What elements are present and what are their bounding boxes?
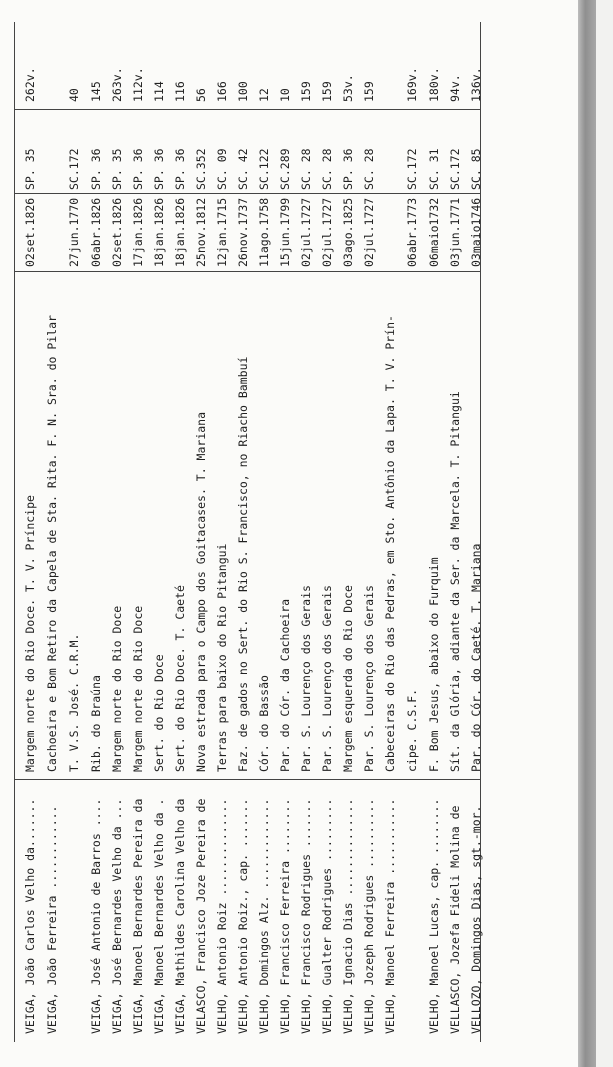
archive-reference: SP. 36 <box>89 148 103 190</box>
grant-date: 26nov.1737 <box>236 197 250 267</box>
folio-page: 180v. <box>427 67 441 102</box>
grantee-name: VELHO, Francisco Rodrigues ....... <box>299 798 313 1034</box>
table-row <box>254 22 275 1042</box>
folio-page: 112v. <box>131 67 145 102</box>
grantee-name: VELHO, Antonio Roiz .............. <box>215 798 229 1034</box>
location-text: Faz. de gados no Sert. do Rio S. Francisco, no Riacho Bambuí <box>236 356 250 772</box>
grantee-name: VELHO, Francisco Ferreira ........ <box>278 798 292 1034</box>
location-text: Margem norte do Rio Doce <box>131 605 145 772</box>
top-rule <box>14 22 15 1042</box>
archive-reference: SC. 28 <box>362 148 376 190</box>
archive-reference: SC. 31 <box>427 148 441 190</box>
grantee-name: VELHO, Manoel Ferreira ........... <box>383 798 397 1034</box>
archive-reference: SC.172 <box>448 148 462 190</box>
table-row <box>296 22 317 1042</box>
grantee-name: VEIGA, Manoel Bernardes Velho da . <box>152 798 166 1034</box>
location-text: Par. do Cór. do Caeté. T. Mariana <box>469 543 483 772</box>
location-text: F. Bom Jesus, abaixo do Furquim <box>427 557 441 772</box>
location-text: Sít. da Glória, adiante da Ser. da Marcela. T. Pitangui <box>448 391 462 772</box>
archive-reference: SP. 35 <box>23 148 37 190</box>
table-row <box>233 22 254 1042</box>
location-text: Cór. do Bassão <box>257 675 271 772</box>
grantee-name: VEIGA, José Bernardes Velho da ... <box>110 798 124 1034</box>
grant-date: 18jan.1826 <box>152 197 166 267</box>
location-text: Par. S. Lourenço dos Gerais <box>299 585 313 772</box>
location-text: Par. do Cór. da Cachoeira <box>278 598 292 772</box>
page-gutter-shadow <box>578 0 596 1067</box>
grant-date: 12jan.1715 <box>215 197 229 267</box>
archive-reference: SP. 35 <box>110 148 124 190</box>
grantee-name: VELASCO, Francisco Joze Pereira de <box>194 798 208 1034</box>
folio-page: 53v. <box>341 74 355 102</box>
archive-reference: SP. 36 <box>152 148 166 190</box>
table-row <box>402 22 423 1042</box>
table-row <box>42 22 63 1042</box>
grantee-name: VELHO, Domingos Alz. ............. <box>257 798 271 1034</box>
archive-reference: SP. 36 <box>173 148 187 190</box>
archive-reference: SC.352 <box>194 148 208 190</box>
archive-reference: SC. 42 <box>236 148 250 190</box>
location-text: Rib. do Braúna <box>89 675 103 772</box>
folio-page: 116 <box>173 81 187 102</box>
grant-date: 06maio1732 <box>427 197 441 267</box>
table-row <box>338 22 359 1042</box>
folio-page: 166 <box>215 81 229 102</box>
archive-reference: SC. 28 <box>299 148 313 190</box>
table-row <box>20 22 41 1042</box>
archive-reference: SC. 28 <box>320 148 334 190</box>
location-text: Terras para baixo do Rio Pitangui <box>215 543 229 772</box>
table-row <box>212 22 233 1042</box>
table-row <box>359 22 380 1042</box>
folio-page: 10 <box>278 88 292 102</box>
grant-date: 02jul.1727 <box>320 197 334 267</box>
grant-date: 03ago.1825 <box>341 197 355 267</box>
table-row <box>149 22 170 1042</box>
table-row <box>424 22 445 1042</box>
folio-page: 159 <box>362 81 376 102</box>
folio-page: 12 <box>257 88 271 102</box>
table-row <box>128 22 149 1042</box>
location-text: cipe. C.S.F. <box>405 688 419 772</box>
facing-page-edge <box>596 0 613 1067</box>
table-row <box>317 22 338 1042</box>
table-row <box>380 22 401 1042</box>
location-text: Sert. do Rio Doce <box>152 654 166 772</box>
grant-date: 03jun.1771 <box>448 197 462 267</box>
grantee-name: VEIGA, José Antonio de Barros .... <box>89 798 103 1034</box>
archive-reference: SP. 36 <box>341 148 355 190</box>
table-row <box>170 22 191 1042</box>
folio-page: 40 <box>67 88 81 102</box>
location-text: Par. S. Lourenço dos Gerais <box>362 585 376 772</box>
folio-page: 100 <box>236 81 250 102</box>
grant-date: 27jun.1770 <box>67 197 81 267</box>
table-row <box>275 22 296 1042</box>
location-text: Cabeceiras do Rio das Pedras, em Sto. Antônio da Lapa. T. V. Prín- <box>383 315 397 772</box>
grantee-name: VELHO, Jozeph Rodrigues .......... <box>362 798 376 1034</box>
grant-date: 17jan.1826 <box>131 197 145 267</box>
grantee-name: VEIGA, Mathildes Carolina Velho da <box>173 798 187 1034</box>
grantee-name: VEIGA, João Carlos Velho da....... <box>23 798 37 1034</box>
folio-page: 114 <box>152 81 166 102</box>
folio-page: 56 <box>194 88 208 102</box>
grant-date: 02jul.1727 <box>299 197 313 267</box>
archive-reference: SC. 09 <box>215 148 229 190</box>
table-row <box>64 22 85 1042</box>
archive-reference: SC.172 <box>67 148 81 190</box>
location-text: Par. S. Lourenço dos Gerais <box>320 585 334 772</box>
location-text: Margem esquerda do Rio Doce <box>341 585 355 772</box>
grant-date: 18jan.1826 <box>173 197 187 267</box>
folio-page: 262v. <box>23 67 37 102</box>
grant-date: 15jun.1799 <box>278 197 292 267</box>
grant-date: 03maio1746 <box>469 197 483 267</box>
archive-reference: SC. 85 <box>469 148 483 190</box>
folio-page: 136v. <box>469 67 483 102</box>
folio-page: 94v. <box>448 74 462 102</box>
grant-date: 25nov.1812 <box>194 197 208 267</box>
location-text: Sert. do Rio Doce. T. Caeté <box>173 585 187 772</box>
folio-page: 145 <box>89 81 103 102</box>
grantee-name: VELHO, Ignacio Dias .............. <box>341 798 355 1034</box>
folio-page: 169v. <box>405 67 419 102</box>
folio-page: 159 <box>299 81 313 102</box>
grant-date: 02set.1826 <box>110 197 124 267</box>
document-page <box>8 22 488 1042</box>
grantee-name: VELLOZO, Domingos Dias, sgt.-mor. <box>469 805 483 1034</box>
archive-reference: SC.122 <box>257 148 271 190</box>
grant-date: 06abr.1773 <box>405 197 419 267</box>
grantee-name: VELHO, Gualter Rodrigues ......... <box>320 798 334 1034</box>
location-text: Nova estrada para o Campo dos Goitacases. T. Mariana <box>194 411 208 772</box>
location-text: Margem norte do Rio Doce <box>110 605 124 772</box>
grantee-name: VEIGA, João Ferreira ............ <box>45 805 59 1034</box>
grantee-name: VEIGA, Manoel Bernardes Pereira da <box>131 798 145 1034</box>
grantee-name: VELLASCO, Jozefa Fideli Molina de <box>448 805 462 1034</box>
grant-date: 06abr.1826 <box>89 197 103 267</box>
location-text: Cachoeira e Bom Retiro da Capela de Sta. Rita. F. N. Sra. do Pilar <box>45 315 59 772</box>
archive-reference: SP. 36 <box>131 148 145 190</box>
folio-page: 159 <box>320 81 334 102</box>
folio-page: 263v. <box>110 67 124 102</box>
archive-reference: SC.172 <box>405 148 419 190</box>
table-row <box>445 22 466 1042</box>
table-row <box>191 22 212 1042</box>
table-row <box>86 22 107 1042</box>
grant-date: 02jul.1727 <box>362 197 376 267</box>
grant-date: 02set.1826 <box>23 197 37 267</box>
grantee-name: VELHO, Manoel Lucas, cap. ........ <box>427 798 441 1034</box>
table-row <box>107 22 128 1042</box>
grantee-name: VELHO, Antonio Roiz., cap. ....... <box>236 798 250 1034</box>
grant-date: 11ago.1758 <box>257 197 271 267</box>
location-text: Margem norte do Rio Doce. T. V. Príncipe <box>23 495 37 772</box>
archive-reference: SC.289 <box>278 148 292 190</box>
table-row <box>466 22 487 1042</box>
location-text: T. V.S. José. C.R.M. <box>67 633 81 772</box>
